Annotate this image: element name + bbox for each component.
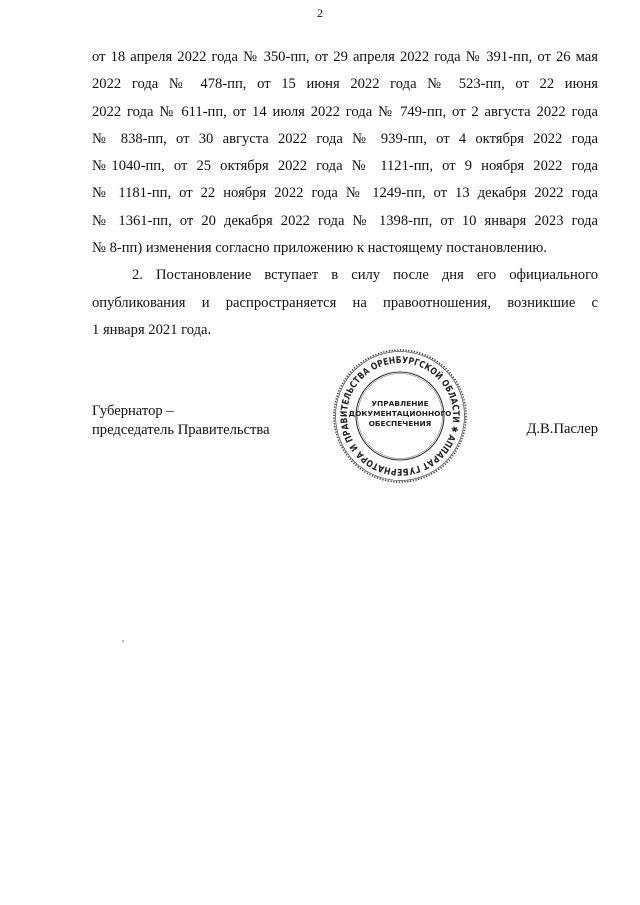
document-body: [92, 44, 598, 344]
signatory-title: [92, 402, 270, 440]
body-line: 2022 года № 611-пп, от 14 июля 2022 года № 749-пп, от 2 августа 2022 года: [92, 103, 598, 120]
body-line: № 1361-пп, от 20 декабря 2022 года № 1398-пп, от 10 января 2023 года: [92, 212, 598, 229]
seal-ring-text: АППАРАТ ГУБЕРНАТОРА И ПРАВИТЕЛЬСТВА ОРЕНБУРГСКОЙ ОБЛАСТИ ✱: [338, 354, 462, 478]
seal-center-line3: ОБЕСПЕЧЕНИЯ: [368, 419, 432, 428]
clause-2-line: 1 января 2021 года.: [92, 321, 212, 338]
signatory-title-line2: председатель Правительства: [92, 422, 270, 438]
clause-2-line: 2. Постановление вступает в силу после дня его официального: [132, 267, 598, 284]
page-number: 2: [317, 6, 323, 20]
seal-center-line1: УПРАВЛЕНИЕ: [371, 399, 429, 408]
official-seal: [332, 348, 468, 484]
seal-graphic: [332, 348, 468, 484]
body-line: №1040-пп, от 25 октября 2022 года № 1121-пп, от 9 ноября 2022 года: [92, 158, 598, 175]
body-line: от 18 апреля 2022 года № 350-пп, от 29 апреля 2022 года № 391-пп, от 26 мая: [92, 49, 598, 65]
clause-2-line: опубликования и распространяется на правоотношения, возникшие с: [92, 294, 598, 311]
signatory-title-line1: Губернатор –: [92, 403, 174, 419]
seal-center-line2: ДОКУМЕНТАЦИОННОГО: [348, 409, 452, 418]
body-line: № 1181-пп, от 22 ноября 2022 года № 1249-пп, от 13 декабря 2022 года: [92, 185, 598, 202]
body-line: № 8-пп) изменения согласно приложению к настоящему постановлению.: [92, 240, 547, 257]
scan-artifact: [122, 640, 124, 642]
signer-name: Д.В.Паслер: [526, 421, 598, 437]
body-line: № 838-пп, от 30 августа 2022 года № 939-пп, от 4 октября 2022 года: [92, 130, 598, 147]
body-line: 2022 года № 478-пп, от 15 июня 2022 года № 523-пп, от 22 июня: [92, 76, 598, 93]
